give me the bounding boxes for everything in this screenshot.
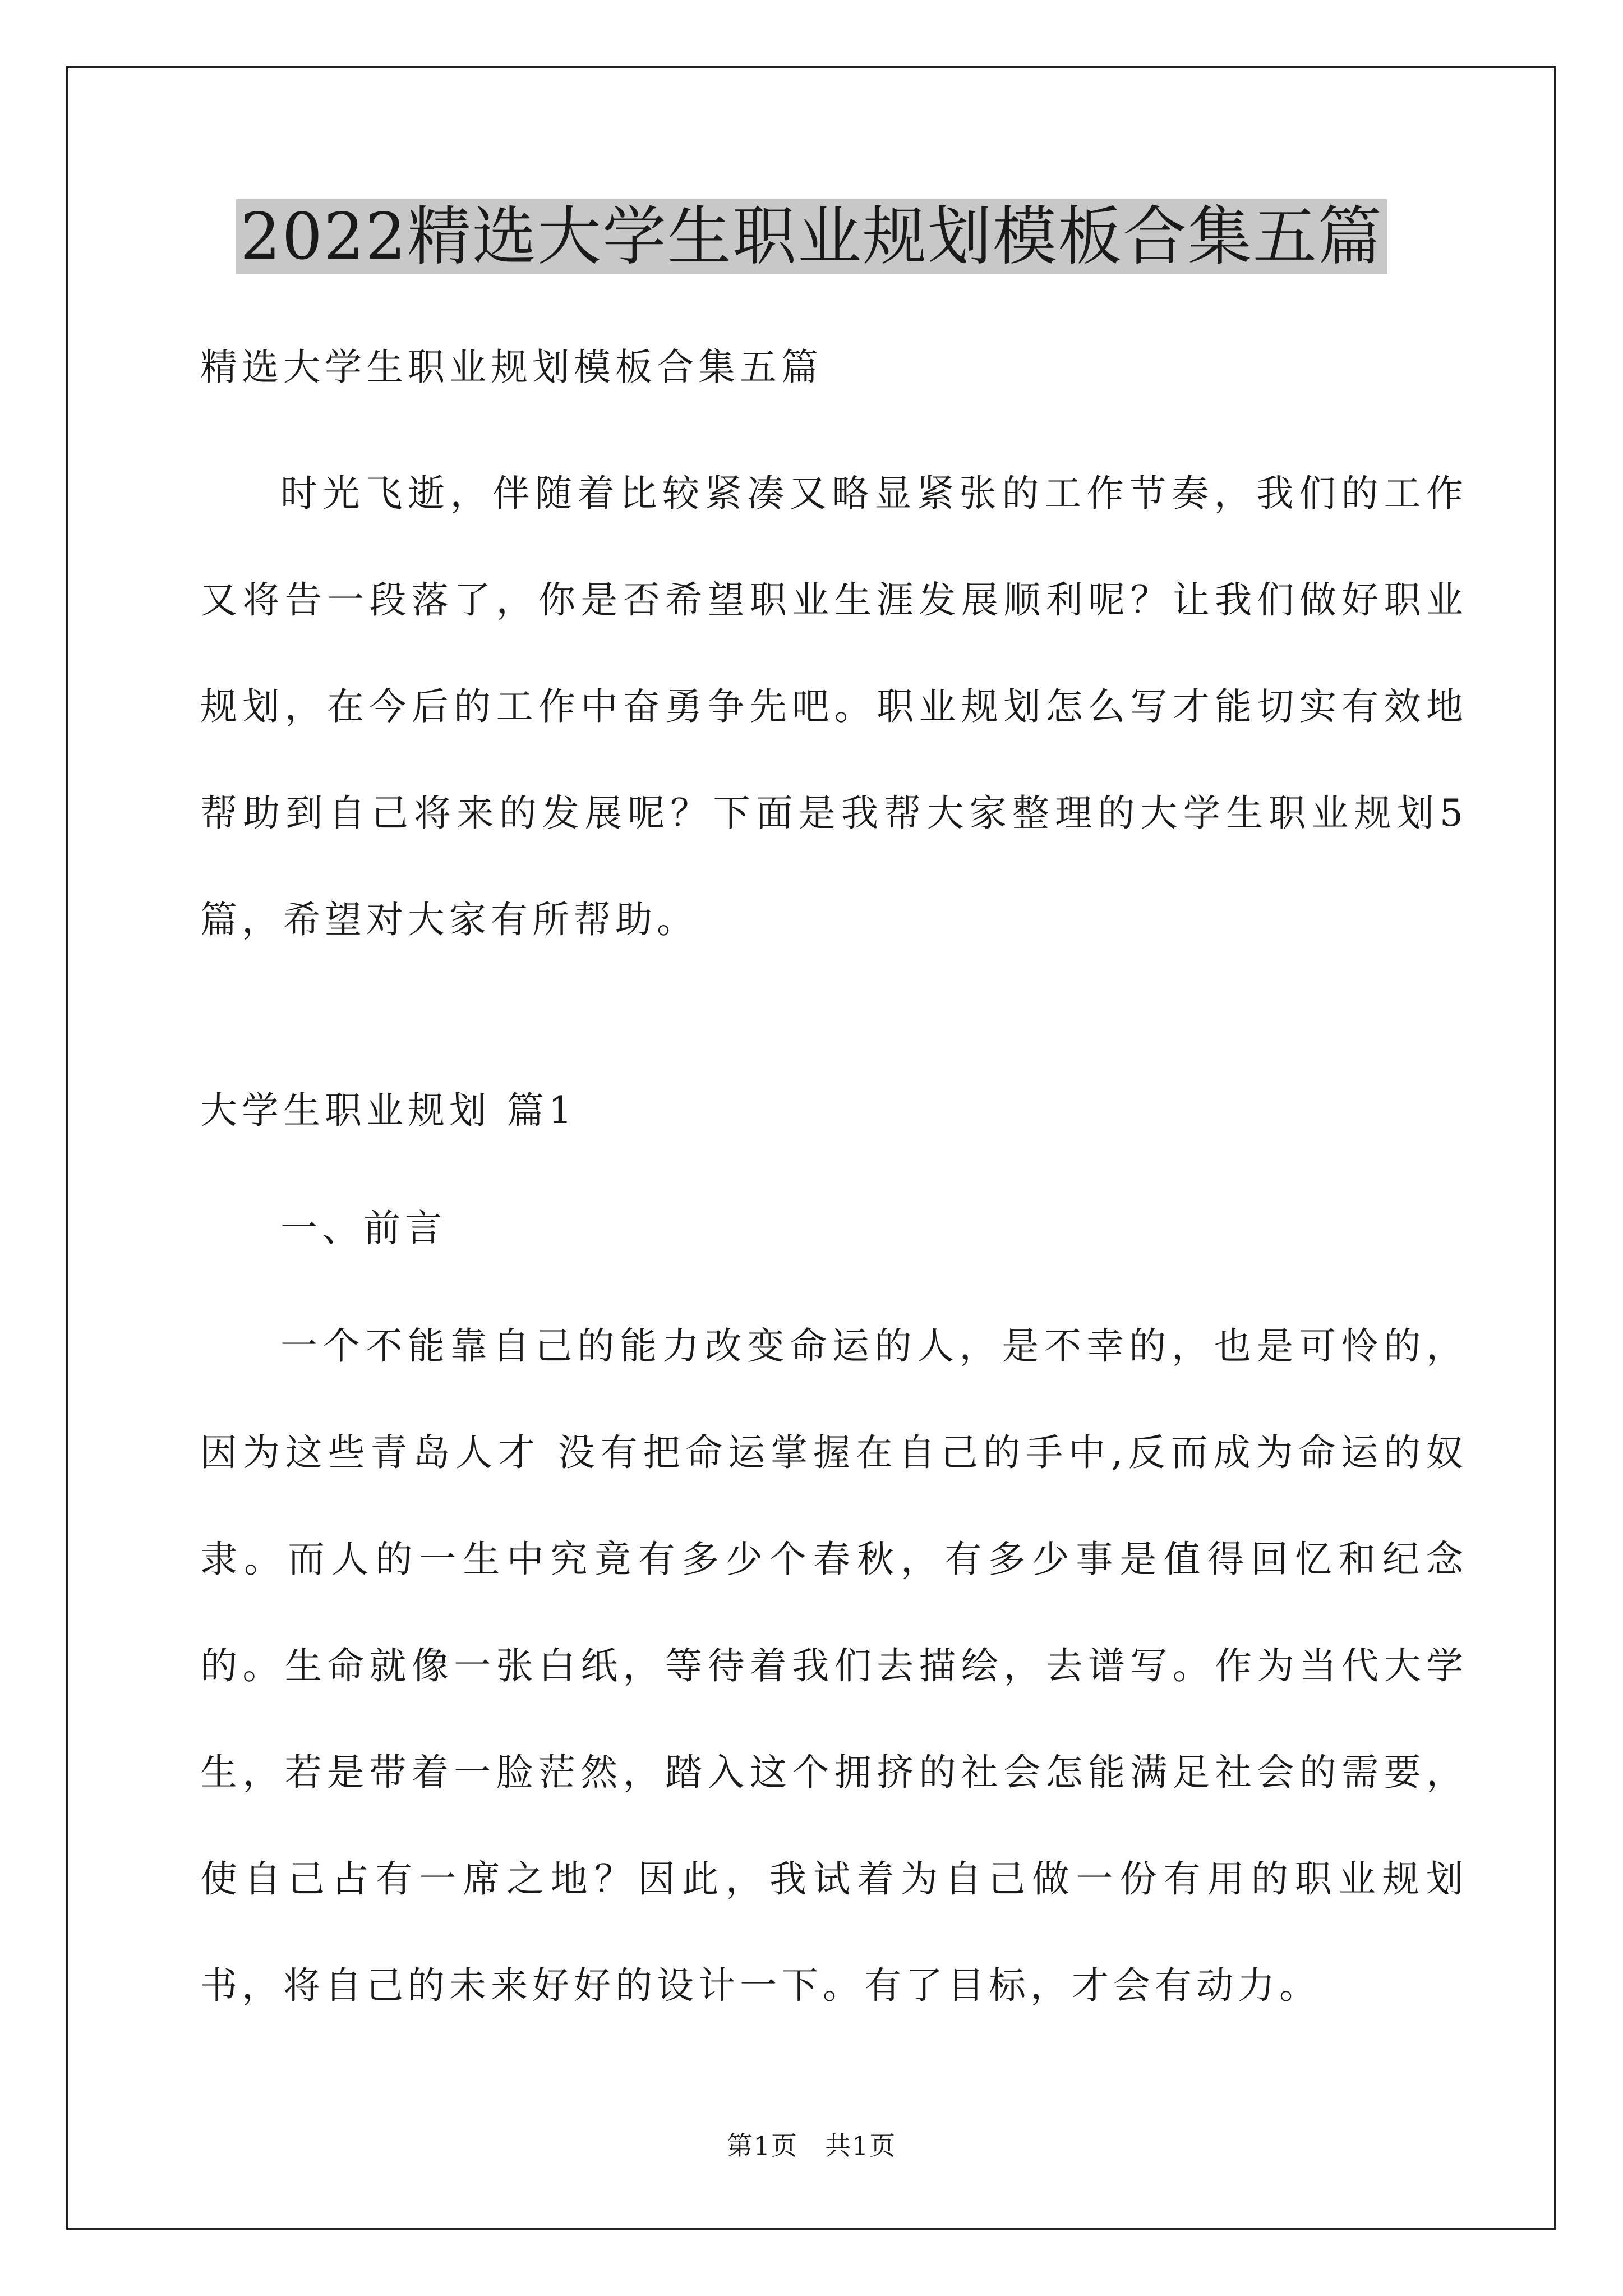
document-title-text: 2022精选大学生职业规划模板合集五篇	[236, 199, 1387, 274]
page-number-total: 共1页	[825, 2131, 897, 2161]
section-heading: 大学生职业规划 篇1	[200, 1089, 577, 1132]
intro-paragraph: 时光飞逝，伴随着比较紧凑又略显紧张的工作节奏，我们的工作又将告一段落了，你是否希望职业生涯发展顺利呢？让我们做好职业规划，在今后的工作中奋勇争先吧。职业规划怎么写才能切实有效地帮助到自己将来的发展呢？下面是我帮大家整理的大学生职业规划5篇，希望对大家有所帮助。	[200, 472, 1468, 941]
document-title	[0, 197, 1623, 276]
document-subtitle: 精选大学生职业规划模板合集五篇	[200, 346, 823, 389]
page-footer	[0, 2129, 1623, 2162]
preface-paragraph: 一个不能靠自己的能力改变命运的人，是不幸的，也是可怜的，因为这些青岛人才 没有把命运掌握在自己的手中,反而成为命运的奴隶。而人的一生中究竟有多少个春秋，有多少事是值得回忆和纪念的。生命就像一张白纸，等待着我们去描绘，去谱写。作为当代大学生，若是带着一脸茫然，踏入这个拥挤的社会怎能满足社会的需要，使自己占有一席之地？因此，我试着为自己做一份有用的职业规划书，将自己的未来好好的设计一下。有了目标，才会有动力。	[200, 1324, 1468, 2007]
preface-heading: 一、前言	[280, 1207, 446, 1250]
page-number-current: 第1页	[726, 2131, 798, 2161]
